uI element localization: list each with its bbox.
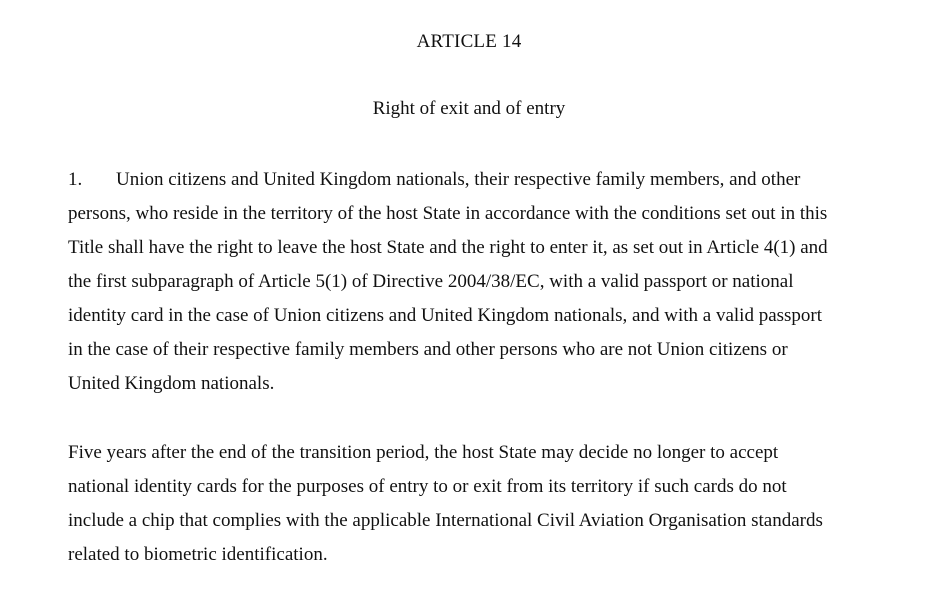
paragraph-1-line-4: the first subparagraph of Article 5(1) of Directive 2004/38/EC, with a valid passport or national [68, 271, 794, 292]
paragraph-2-line-4: related to biometric identification. [68, 544, 328, 565]
paragraph-2-line-2: national identity cards for the purposes of entry to or exit from its territory if such cards do not [68, 476, 787, 497]
article-title: ARTICLE 14 [416, 31, 522, 52]
paragraph-number: 1. [68, 169, 83, 190]
paragraph-1-line-1 [68, 163, 876, 197]
article-heading: Right of exit and of entry [372, 98, 566, 119]
paragraph-1-line-7: United Kingdom nationals. [68, 373, 275, 394]
paragraph-1 [68, 163, 876, 401]
paragraph-2-line-1: Five years after the end of the transition period, the host State may decide no longer to accept [68, 442, 779, 463]
paragraph-1-line-6: in the case of their respective family members and other persons who are not Union citizens or [68, 339, 788, 360]
paragraph-2-line-3: include a chip that complies with the applicable International Civil Aviation Organisation standards [68, 510, 823, 531]
paragraph-1-line-5: identity card in the case of Union citizens and United Kingdom nationals, and with a valid passport [68, 305, 823, 326]
paragraph-1-line-2: persons, who reside in the territory of the host State in accordance with the conditions set out in this [68, 203, 828, 224]
paragraph-1-line-1-text: Union citizens and United Kingdom nationals, their respective family members, and other [116, 169, 801, 190]
paragraph-1-line-3: Title shall have the right to leave the host State and the right to enter it, as set out in Article 4(1) and [68, 237, 828, 258]
paragraph-2 [68, 436, 876, 572]
